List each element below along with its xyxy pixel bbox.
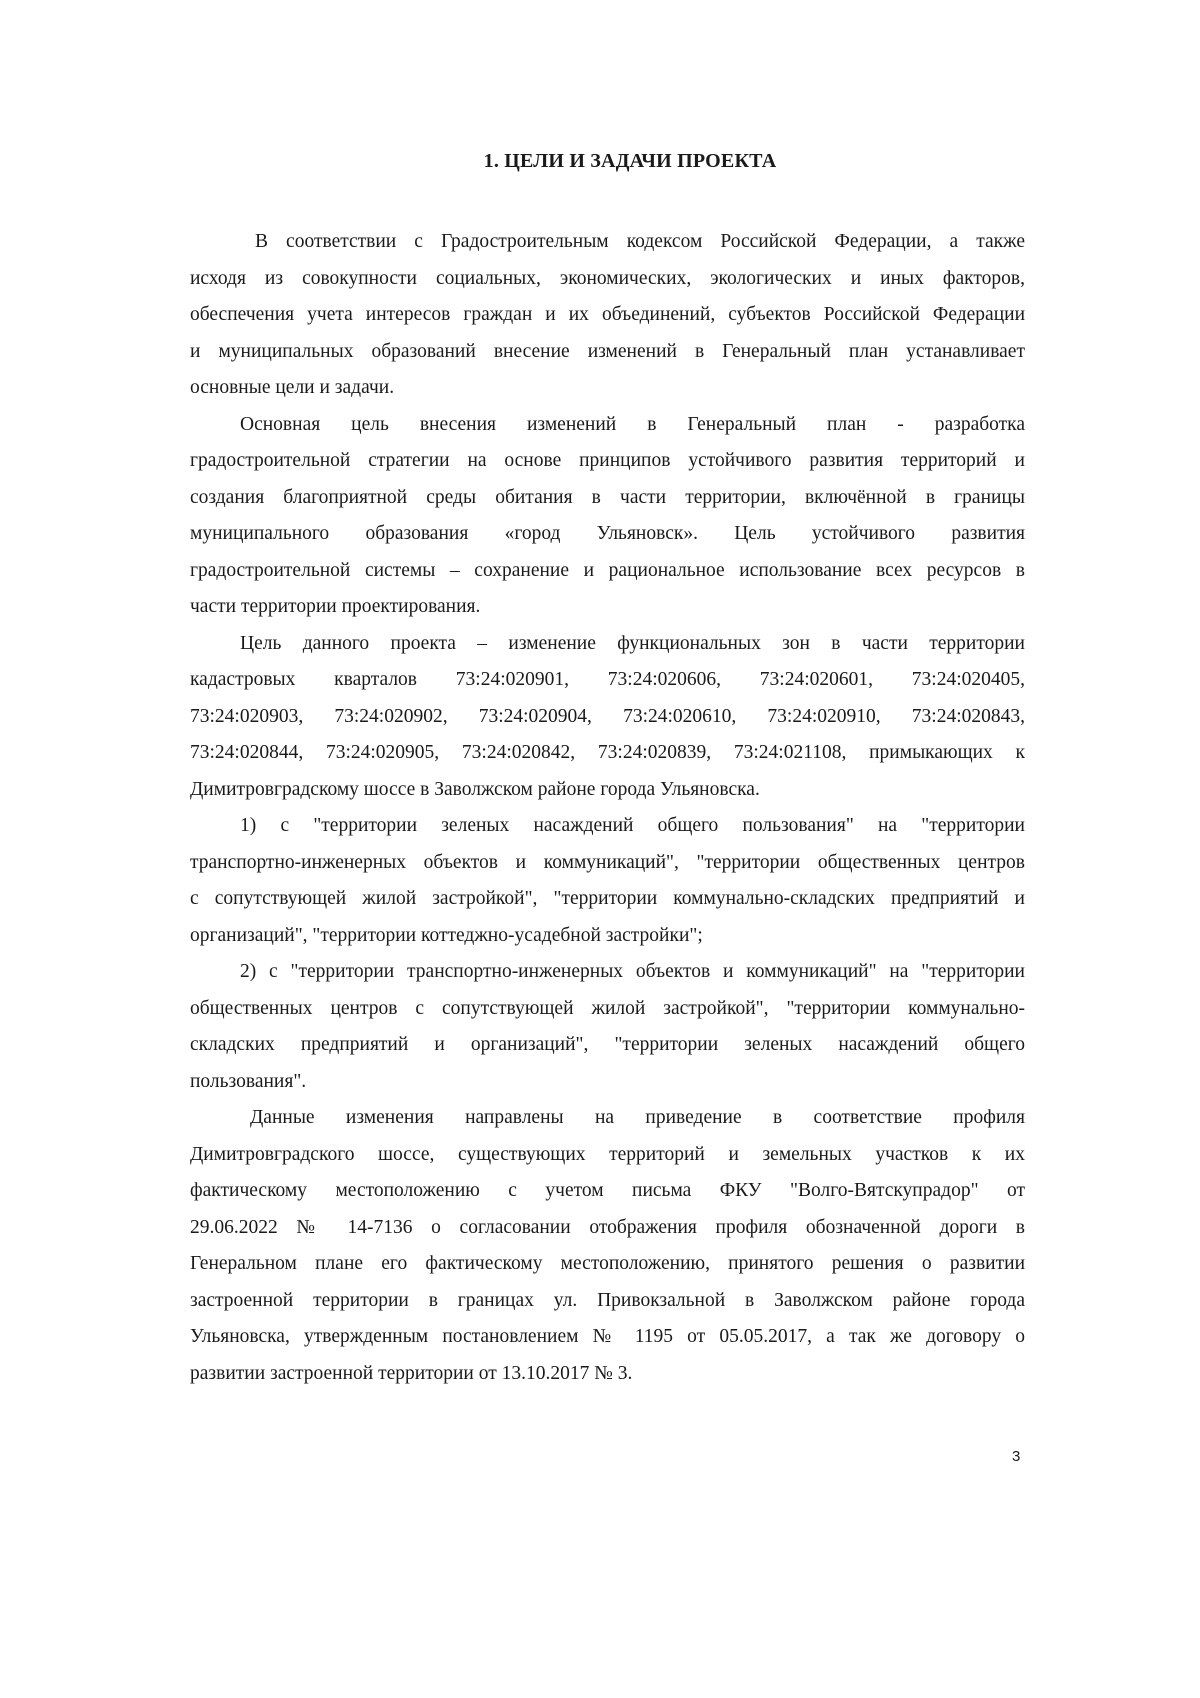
text-line: транспортно-инженерных объектов и коммуникаций", "территории общественных центров — [190, 851, 1025, 873]
text-line: В соответствии с Градостроительным кодексом Российской Федерации, а также — [255, 231, 1025, 252]
text-line: и муниципальных образований внесение изменений в Генеральный план устанавливает — [190, 340, 1025, 362]
paragraph — [190, 224, 1025, 407]
text-line: части территории проектирования. — [190, 596, 481, 617]
text-line: складских предприятий и организаций", "территории зеленых насаждений общего — [190, 1034, 1025, 1055]
paragraph — [190, 1100, 1025, 1392]
text-line: Димитровградского шоссе, существующих территорий и земельных участков к их — [190, 1143, 1025, 1165]
text-line: 29.06.2022 № 14-7136 о согласовании отображения профиля обозначенной дороги в — [190, 1216, 1025, 1238]
text-line: 73:24:020903, 73:24:020902, 73:24:020904, 73:24:020610, 73:24:020910, 73:24:020843, — [190, 705, 1025, 727]
text-line: Цель данного проекта – изменение функциональных зон в части территории — [240, 632, 1025, 654]
paragraph — [190, 626, 1025, 809]
document-body — [190, 224, 1025, 1392]
text-line: пользования". — [190, 1070, 307, 1092]
page-number: 3 — [1012, 1448, 1021, 1465]
text-line: 2) с "территории транспортно-инженерных объектов и коммуникаций" на "территории — [240, 961, 1025, 982]
text-line: градостроительной стратегии на основе принципов устойчивого развития территорий и — [190, 450, 1025, 471]
text-line: застроенной территории в границах ул. Привокзальной в Заволжском районе города — [190, 1289, 1025, 1311]
text-line: создания благоприятной среды обитания в части территории, включённой в границы — [190, 486, 1025, 508]
text-line: 73:24:020844, 73:24:020905, 73:24:020842, 73:24:020839, 73:24:021108, примыкающих к — [190, 742, 1025, 763]
text-line: фактическому местоположению с учетом письма ФКУ "Волго-Вятскупрадор" от — [190, 1180, 1025, 1201]
text-line: основные цели и задачи. — [190, 377, 395, 398]
paragraph — [190, 407, 1025, 626]
text-line: 1) с "территории зеленых насаждений общего пользования" на "территории — [240, 815, 1025, 836]
text-line: Основная цель внесения изменений в Генеральный план - разработка — [240, 413, 1025, 435]
text-line: организаций", "территории коттеджно-усадебной застройки"; — [190, 924, 703, 946]
text-line: общественных центров с сопутствующей жилой застройкой", "территории коммунально- — [190, 997, 1025, 1019]
text-line: развитии застроенной территории от 13.10.2017 № 3. — [190, 1362, 633, 1384]
section-title: 1. ЦЕЛИ И ЗАДАЧИ ПРОЕКТА — [483, 150, 777, 172]
text-line: с сопутствующей жилой застройкой", "территории коммунально-складских предприятий и — [190, 888, 1025, 909]
text-line: градостроительной системы – сохранение и рациональное использование всех ресурсов в — [190, 559, 1025, 581]
text-line: Димитровградскому шоссе в Заволжском районе города Ульяновска. — [190, 778, 760, 800]
text-line: обеспечения учета интересов граждан и их объединений, субъектов Российской Федерации — [190, 304, 1025, 325]
text-line: муниципального образования «город Ульяновск». Цель устойчивого развития — [190, 523, 1025, 544]
paragraph — [190, 808, 1025, 954]
text-line: Данные изменения направлены на приведение в соответствие профиля — [250, 1107, 1025, 1128]
text-line: исходя из совокупности социальных, экономических, экологических и иных факторов, — [190, 267, 1025, 289]
text-line: Ульяновска, утвержденным постановлением № 1195 от 05.05.2017, а так же договору о — [190, 1326, 1025, 1347]
paragraph — [190, 954, 1025, 1100]
text-line: Генеральном плане его фактическому местоположению, принятого решения о развитии — [190, 1253, 1025, 1274]
text-line: кадастровых кварталов 73:24:020901, 73:24:020606, 73:24:020601, 73:24:020405, — [190, 669, 1025, 690]
